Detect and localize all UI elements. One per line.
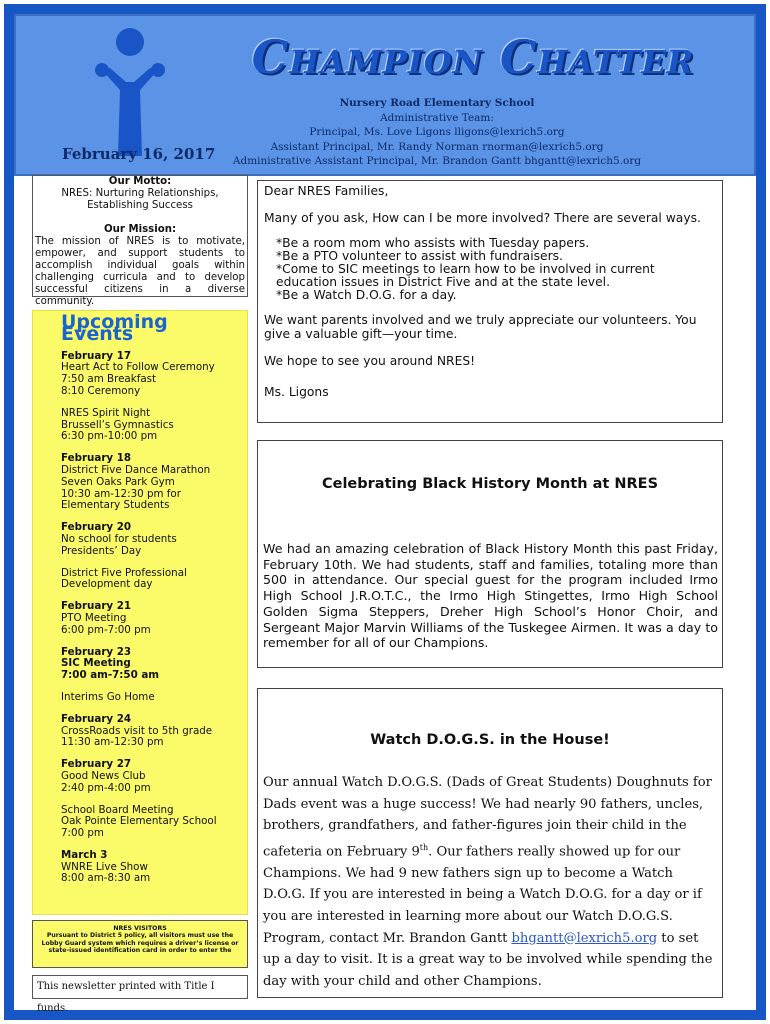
ordinal-suffix: th xyxy=(419,842,429,852)
event-detail: 7:00 am-7:50 am xyxy=(61,669,160,682)
event-item xyxy=(61,453,239,512)
event-date: February 17 xyxy=(61,349,132,362)
event-detail: Heart Act to Follow Ceremony xyxy=(61,361,215,374)
school-name: Nursery Road Elementary School xyxy=(339,97,535,109)
event-item xyxy=(61,647,239,682)
event-detail: Seven Oaks Park Gym xyxy=(61,475,175,488)
event-date: February 21 xyxy=(61,600,132,613)
event-item xyxy=(61,714,239,749)
letter-bullet: *Be a Watch D.O.G. for a day. xyxy=(276,288,457,303)
watch-dogs-article xyxy=(257,688,723,998)
letter-bullet: *Come to SIC meetings to learn how to be involved in current education issues in District Five and at the state level. xyxy=(276,262,655,290)
letter-intro: Many of you ask, How can I be more involved? There are several ways. xyxy=(264,211,701,226)
letter-para-3: We hope to see you around NRES! xyxy=(264,353,476,368)
event-item xyxy=(61,601,239,636)
article-body xyxy=(263,772,719,992)
event-detail: 11:30 am-12:30 pm xyxy=(61,736,164,749)
event-item xyxy=(61,351,239,398)
event-date: March 3 xyxy=(61,848,108,861)
event-detail: 2:40 pm-4:00 pm xyxy=(61,781,151,794)
issue-date: February 16, 2017 xyxy=(62,145,216,163)
motto-heading: Our Motto: xyxy=(108,176,172,187)
event-item xyxy=(61,850,239,885)
email-link[interactable]: bhgantt@lexrich5.org xyxy=(511,930,658,946)
event-detail: WNRE Live Show xyxy=(61,860,148,873)
event-detail: District Five Dance Marathon xyxy=(61,463,211,476)
event-detail: Good News Club xyxy=(61,769,146,782)
letter-bullet: *Be a PTO volunteer to assist with fundraisers. xyxy=(276,249,563,264)
event-detail: Brussell’s Gymnastics xyxy=(61,418,174,431)
events-list xyxy=(61,351,239,886)
motto-box xyxy=(32,175,248,307)
event-detail: CrossRoads visit to 5th grade xyxy=(61,724,213,737)
event-detail: 7:50 am Breakfast xyxy=(61,373,157,386)
motto-line-2: Establishing Success xyxy=(87,200,193,211)
event-date: February 18 xyxy=(61,452,132,465)
visitors-text: Pursuant to District 5 policy, all visitors must use the Lobby Guard system which requires a driver’s license or state-issued identification card in order to enter the xyxy=(41,932,239,955)
event-item xyxy=(61,568,239,592)
event-detail: NRES Spirit Night xyxy=(61,406,151,419)
assistant-principal-line: Assistant Principal, Mr. Randy Norman rnorman@lexrich5.org xyxy=(270,140,604,153)
event-detail: 7:00 pm xyxy=(61,827,104,840)
event-detail: No school for students xyxy=(61,532,177,545)
letter-signature: Ms. Ligons xyxy=(264,385,329,400)
article-text: Our annual Watch D.O.G.S. (Dads of Great Students) Doughnuts for Dads event was a huge success! We had nearly 90 fathers, uncles, brothers, grandfathers, and father-figures join their child in the cafeteria on February 9 xyxy=(263,775,712,860)
letter-greeting: Dear NRES Families, xyxy=(264,184,389,198)
event-detail: School Board Meeting xyxy=(61,803,174,816)
principal-line: Principal, Ms. Love Ligons lligons@lexrich5.org xyxy=(309,126,565,138)
event-detail: Presidents’ Day xyxy=(61,544,142,557)
letter-bullets xyxy=(264,237,716,302)
newsletter-title: Champion Chatter xyxy=(251,30,695,84)
mission-text: The mission of NRES is to motivate, empower, and support students to accomplish individual goals within challenging curricula and to develop successful citizens in a diverse community. xyxy=(35,236,245,307)
event-item xyxy=(61,408,239,443)
title-one-funds-note: This newsletter printed with Title I funds. xyxy=(32,975,248,999)
school-info xyxy=(232,96,642,169)
event-detail: 6:00 pm-7:00 pm xyxy=(61,623,151,636)
letter-para-2: We want parents involved and we truly appreciate our volunteers. You give a valuable gift—your time. xyxy=(264,313,697,341)
event-item xyxy=(61,692,239,704)
event-date: February 20 xyxy=(61,521,132,534)
event-detail: 10:30 am-12:30 pm for Elementary Students xyxy=(61,487,181,512)
event-detail: PTO Meeting xyxy=(61,611,127,624)
event-item xyxy=(61,522,239,557)
event-detail: 6:30 pm-10:00 pm xyxy=(61,430,158,443)
event-detail: Interims Go Home xyxy=(61,690,155,703)
upcoming-events-panel xyxy=(32,310,248,915)
event-date: February 23 xyxy=(61,645,132,658)
event-detail: SIC Meeting xyxy=(61,657,131,670)
article-title: Celebrating Black History Month at NRES xyxy=(321,476,659,492)
visitors-notice xyxy=(32,920,248,968)
article-title: Watch D.O.G.S. in the House! xyxy=(370,732,610,748)
event-detail: 8:00 am-8:30 am xyxy=(61,872,151,885)
admin-assistant-principal-line: Administrative Assistant Principal, Mr. Brandon Gantt bhgantt@lexrich5.org xyxy=(232,155,642,167)
event-detail: 8:10 Ceremony xyxy=(61,384,141,397)
event-detail: District Five Professional Development day xyxy=(61,566,187,591)
article-text: to set up a day to visit. It is a great way to be involved while spending the day with your child and other Champions. xyxy=(263,930,713,989)
motto-line-1: NRES: Nurturing Relationships, xyxy=(61,188,219,199)
article-text: . Our fathers really showed up for our Champions. We had 9 new fathers sign up to become a Watch D.O.G. If you are interested in being a Watch D.O.G. for a day or if you are interested in learning more about our Watch D.O.G.S. Program, contact Mr. Brandon Gantt xyxy=(263,844,702,946)
black-history-article xyxy=(257,440,723,668)
event-date: February 24 xyxy=(61,712,132,725)
principal-letter xyxy=(257,180,723,423)
letter-bullet: *Be a room mom who assists with Tuesday papers. xyxy=(276,236,590,251)
mission-heading: Our Mission: xyxy=(103,224,177,235)
article-body: We had an amazing celebration of Black History Month this past Friday, February 10th. We had students, staff and families, totaling more than 500 in attendance. Our special guest for the program included Irmo High School J.R.O.T.C., the Irmo High Stingettes, Irmo High School Golden Sigma Steppers, Dreher High School’s Honor Choir, and Sergeant Major Marvin Williams of the Tuskegee Airmen. It was a day to remember for all of our Champions. xyxy=(263,541,718,651)
event-detail: Oak Pointe Elementary School xyxy=(61,815,217,828)
event-date: February 27 xyxy=(61,758,132,771)
visitors-heading: NRES VISITORS xyxy=(113,925,167,932)
event-item xyxy=(61,805,239,840)
events-title: Upcoming Events xyxy=(61,311,168,345)
event-item xyxy=(61,759,239,794)
admin-team-label: Administrative Team: xyxy=(380,111,494,124)
